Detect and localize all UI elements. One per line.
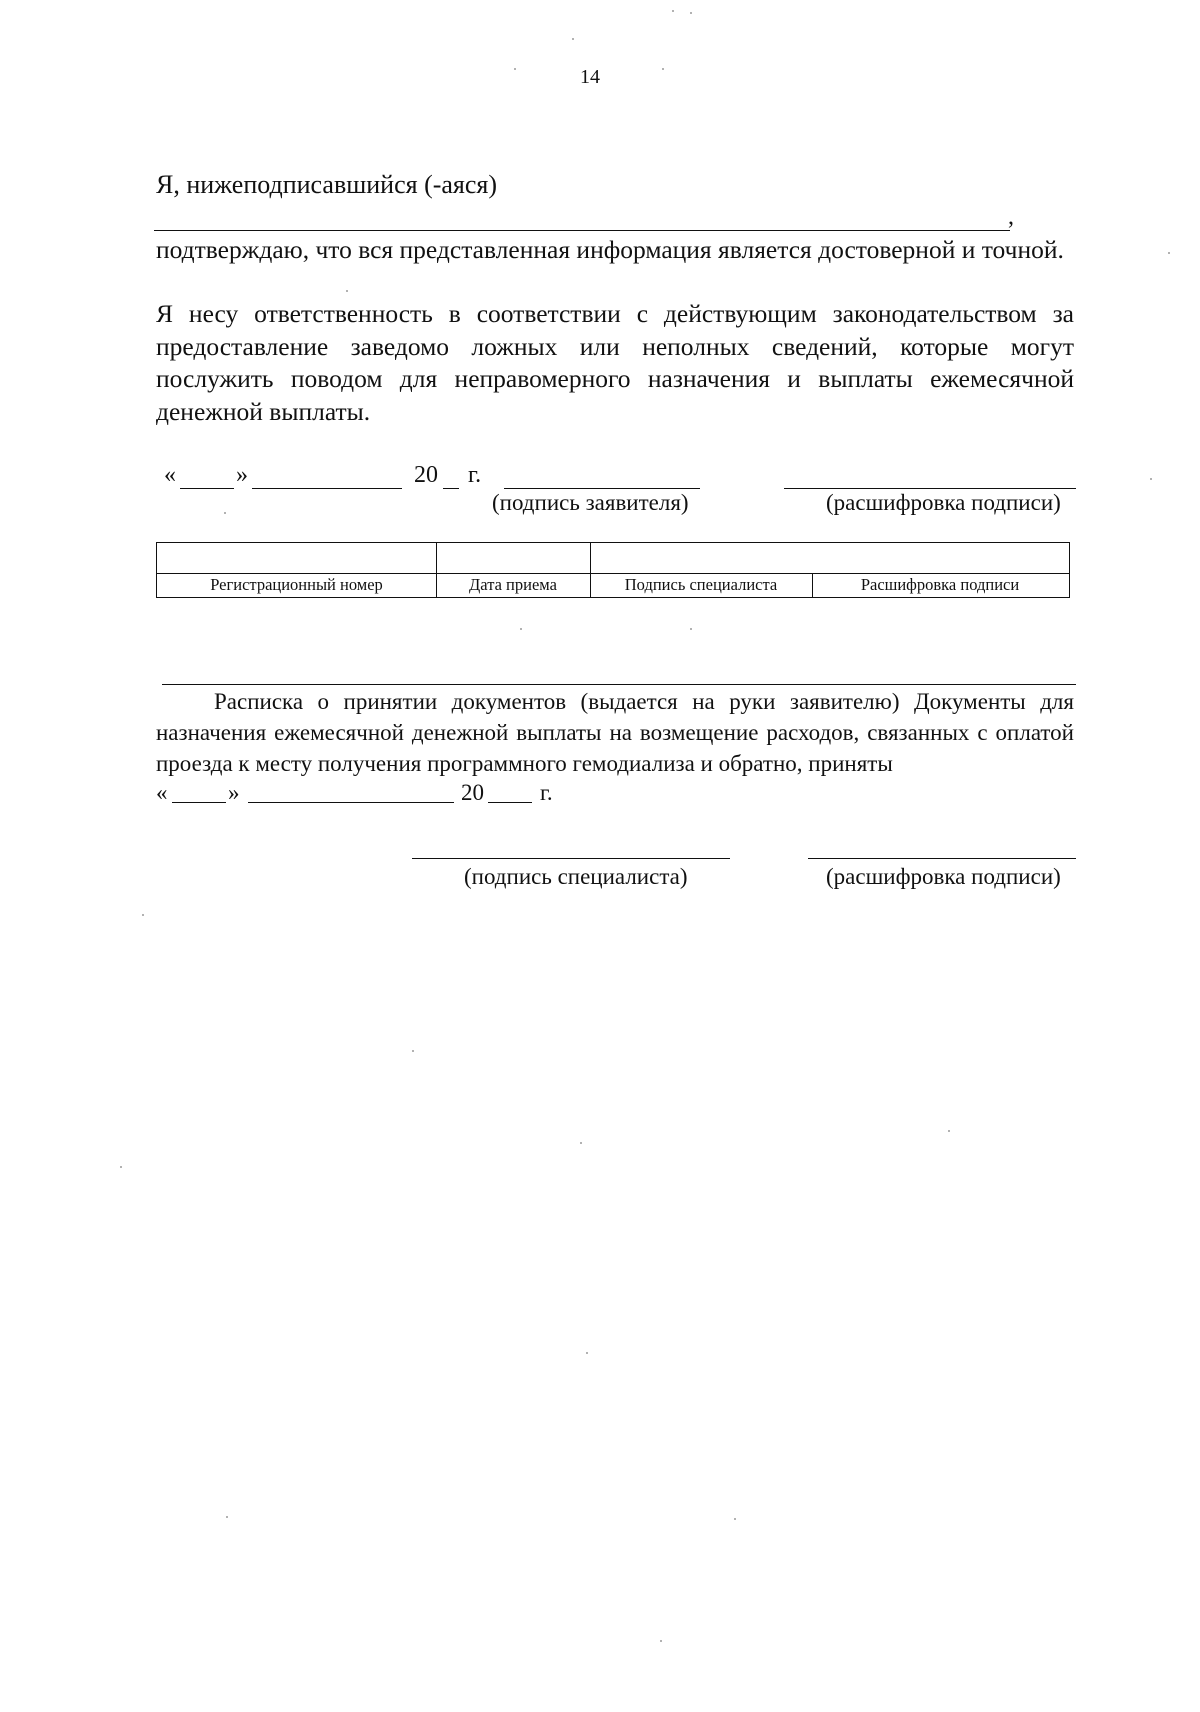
specialist-signature-caption: (подпись специалиста)	[464, 864, 688, 889]
scan-speck	[120, 1166, 122, 1168]
receipt-year-prefix: 20	[461, 780, 484, 805]
scan-speck	[580, 1142, 582, 1144]
scan-speck	[412, 1050, 414, 1052]
receipt-year-blank	[488, 784, 532, 803]
applicant-day-blank	[180, 470, 234, 489]
table-header-reg-number: Регистрационный номер	[210, 575, 383, 594]
scan-speck	[226, 1516, 228, 1518]
receipt-month-blank	[248, 784, 454, 803]
applicant-year-blank	[443, 470, 459, 489]
declaration-responsibility-paragraph: Я несу ответственность в соответствии с действующим законодательством за предоставление заведомо ложных или неполных сведений, которые могут послужить поводом для неправомерного назначения и выплаты ежемесячной денежной выплаты.	[156, 299, 1074, 426]
receipt-day-blank	[172, 784, 226, 803]
table-header-date: Дата приема	[469, 575, 557, 594]
applicant-month-blank	[252, 470, 402, 489]
applicant-year-prefix: 20	[414, 462, 438, 488]
scan-speck	[660, 1640, 662, 1642]
declaration-intro: Я, нижеподписавшийся (-аяся)	[156, 170, 498, 199]
applicant-decode-line	[784, 470, 1076, 489]
receipt-date-quote-close: »	[228, 780, 240, 805]
applicant-date-quote-open: «	[164, 462, 176, 488]
table-header-signature-decode: Расшифровка подписи	[860, 575, 1020, 594]
full-name-line	[154, 204, 1010, 231]
receipt-year-suffix: г.	[540, 780, 553, 805]
scan-speck	[514, 68, 516, 70]
page-number: 14	[580, 66, 600, 88]
scan-speck	[948, 1130, 950, 1132]
applicant-year-suffix: г.	[468, 462, 482, 488]
specialist-decode-caption: (расшифровка подписи)	[826, 864, 1061, 889]
scan-speck	[142, 914, 144, 916]
receipt-cut-line	[162, 684, 1076, 685]
table-header-specialist-signature: Подпись специалиста	[624, 575, 778, 594]
applicant-signature-caption: (подпись заявителя)	[492, 490, 689, 515]
scan-speck	[586, 1352, 588, 1354]
scan-speck	[734, 1518, 736, 1520]
scan-speck	[690, 12, 692, 14]
registration-table	[156, 542, 1070, 598]
scan-speck	[572, 38, 574, 40]
scan-speck	[672, 10, 674, 12]
scan-speck	[1168, 252, 1170, 254]
scan-speck	[346, 290, 348, 292]
receipt-paragraph: Расписка о принятии документов (выдается на руки заявителю) Документы для назначения ежемесячной денежной выплаты на возмещение расходов, связанных с оплатой проезда к месту получения программного гемодиализа и обратно, приняты	[156, 689, 1074, 776]
scan-speck	[662, 68, 664, 70]
receipt-date-quote-open: «	[156, 780, 168, 805]
scan-speck	[690, 628, 692, 630]
applicant-signature-line	[504, 470, 700, 489]
specialist-signature-line	[412, 844, 730, 859]
specialist-decode-line	[808, 844, 1076, 859]
scan-speck	[1150, 478, 1152, 480]
name-line-comma: ,	[1008, 204, 1014, 230]
applicant-date-quote-close: »	[236, 462, 248, 488]
declaration-confirm-paragraph: подтверждаю, что вся представленная информация является достоверной и точной.	[156, 235, 1064, 264]
scan-speck	[224, 512, 226, 514]
applicant-decode-caption: (расшифровка подписи)	[826, 490, 1061, 515]
scan-speck	[520, 628, 522, 630]
